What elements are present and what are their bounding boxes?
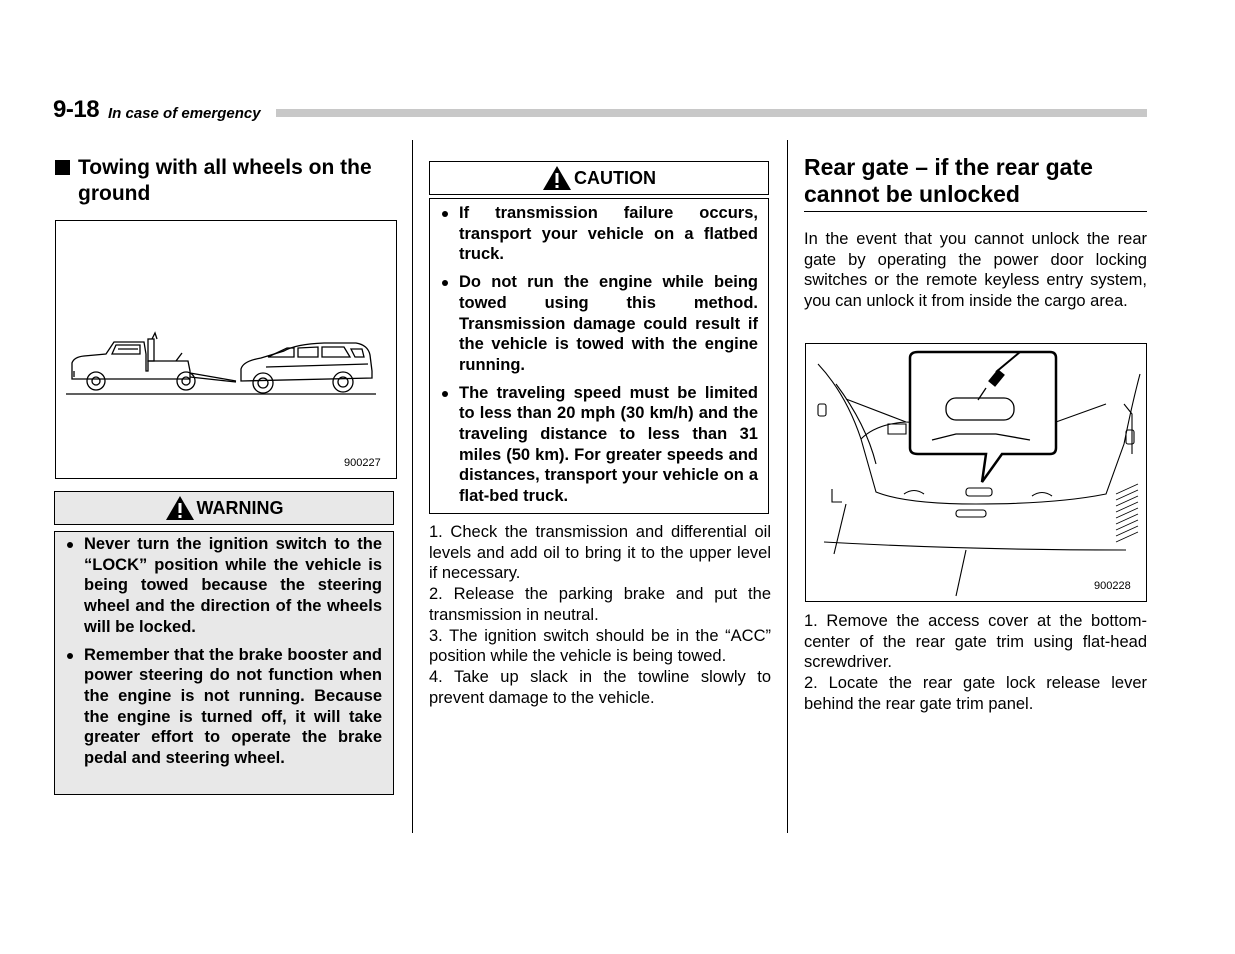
page-number: 9-18 <box>53 96 100 123</box>
warning-triangle-icon <box>165 495 195 521</box>
warning-box <box>54 531 394 795</box>
warning-label: WARNING <box>196 497 284 518</box>
rear-gate-steps <box>804 611 1147 715</box>
caution-label: CAUTION <box>574 167 656 188</box>
rear-gate-figure <box>805 343 1147 602</box>
step: 4. Take up slack in the towline slowly to prevent damage to the vehicle. <box>429 667 771 707</box>
column-divider-2 <box>787 140 788 833</box>
step: 1. Check the transmission and differential oil levels and add oil to bring it to the upper level if necessary. <box>429 523 771 583</box>
figure-id-900228: 900228 <box>1094 580 1131 592</box>
header-bar <box>276 109 1147 117</box>
section-name: In case of emergency <box>108 105 261 122</box>
towing-figure <box>55 220 397 479</box>
towing-steps <box>429 522 771 708</box>
caution-box <box>429 198 769 514</box>
tow-truck-illustration <box>56 221 396 478</box>
square-bullet-icon <box>55 160 70 175</box>
warning-item: Remember that the brake booster and power steering do not function when the engine is not running. Because the engine is turned off, it will take greater effort to operate the brake pedal and steering wheel. <box>55 645 382 769</box>
step: 2. Release the parking brake and put the transmission in neutral. <box>429 585 771 624</box>
caution-triangle-icon <box>542 165 572 191</box>
heading-rule <box>804 211 1147 212</box>
rear-gate-illustration <box>806 344 1146 601</box>
warning-item: Never turn the ignition switch to the “LOCK” position while the vehicle is being towed because the steering wheel and the direction of the wheels will be locked. <box>55 534 382 638</box>
caution-item: The traveling speed must be limited to less than 20 mph (30 km/h) and the traveling distance to less than 31 miles (50 km). For greater speeds and distances, transport your vehicle on a flat-bed truck. <box>430 383 758 507</box>
step: 3. The ignition switch should be in the “ACC” position while the vehicle is being towed. <box>429 626 771 666</box>
column-divider-1 <box>412 140 413 833</box>
warning-banner <box>54 491 394 525</box>
towing-heading: Towing with all wheels on the ground <box>55 155 400 207</box>
step: 1. Remove the access cover at the bottom-center of the rear gate trim using flat-head screwdriver. <box>804 612 1147 672</box>
step: 2. Locate the rear gate lock release lever behind the rear gate trim panel. <box>804 674 1147 713</box>
caution-banner <box>429 161 769 195</box>
rear-gate-intro: In the event that you cannot unlock the rear gate by operating the power door locking switches or the remote keyless entry system, you can unlock it from inside the cargo area. <box>804 230 1147 311</box>
caution-item: Do not run the engine while being towed using this method. Transmission damage could result if the vehicle is towed with the engine running. <box>430 272 758 376</box>
rear-gate-heading: Rear gate – if the rear gate cannot be unlocked <box>804 154 1093 207</box>
caution-item: If transmission failure occurs, transport your vehicle on a flatbed truck. <box>430 203 758 265</box>
figure-id-900227: 900227 <box>344 457 381 469</box>
